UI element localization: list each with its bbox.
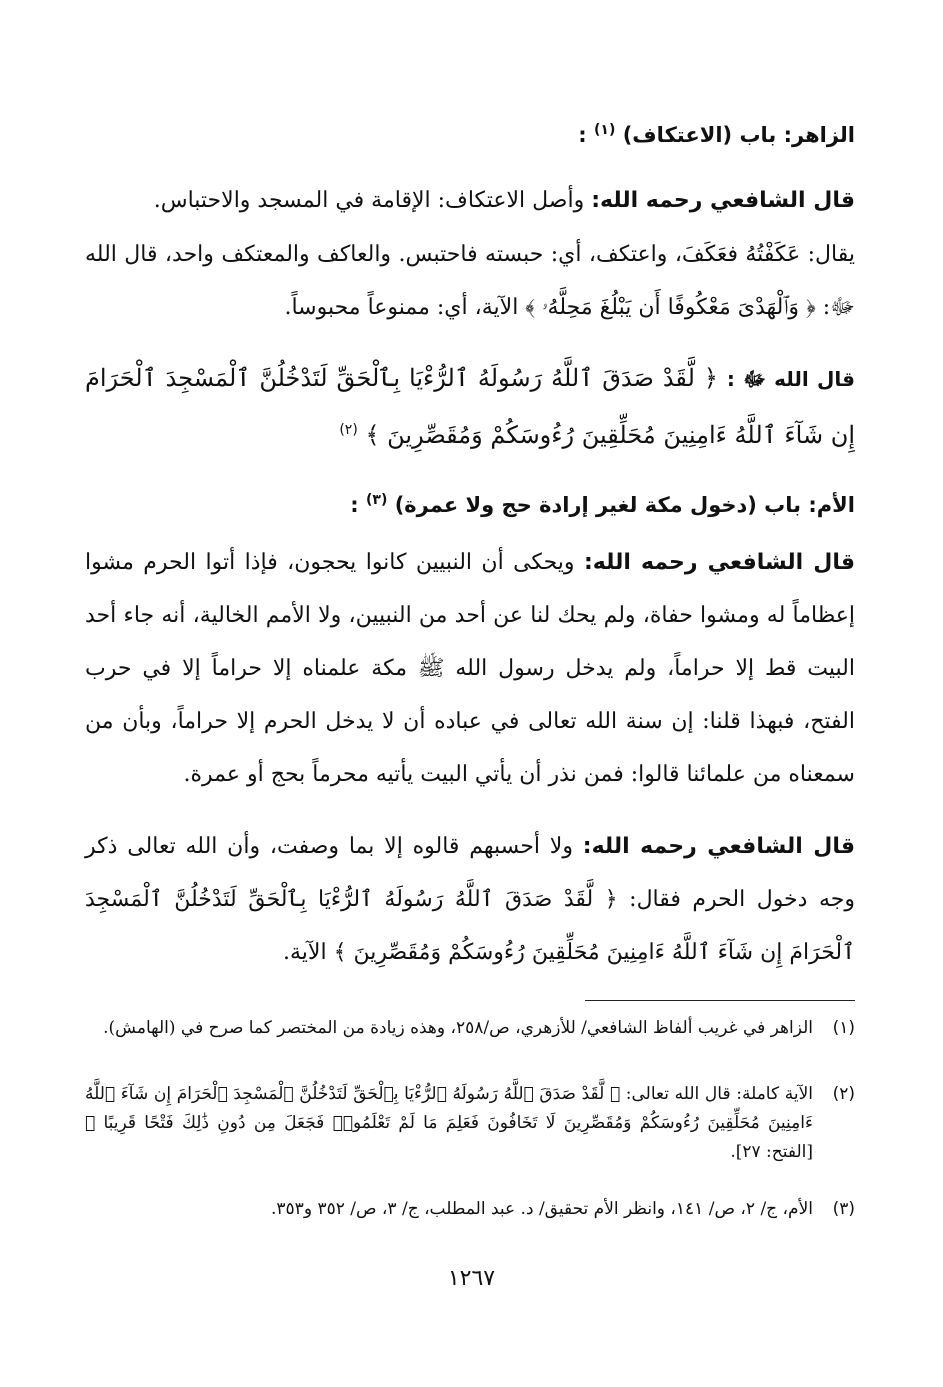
section-umm-heading-block [85,490,855,520]
paragraph: يقال: عَكَفْتُهُ فعَكَفَ، واعتكف، أي: حبسته فاحتبس. والعاكف والمعتكف واحد، قال الله ﷻ: ﴿ وَٱلْهَدْىَ مَعْكُوفًا أَن يَبْلُغَ مَحِلَّهُۥ ﴾ الآية، أي: ممنوعاً محبوساً. [85,242,855,320]
speaker-label: قال الشافعي رحمه الله: [583,550,855,575]
footnote-number: (١) [832,1018,855,1038]
page-number: ١٢٦٧ [447,1266,496,1291]
heading-text: الأم: باب (دخول مكة لغير إرادة حج ولا عمرة) [394,493,855,517]
footnote-ref: (٢) [339,422,358,438]
paragraph [85,536,855,801]
paragraph [85,820,855,979]
footnote-separator [585,1000,855,1001]
section-heading [85,490,855,520]
heading-colon: : [350,493,359,517]
section-zahir-heading-block [85,120,855,150]
heading-text: الزاهر: باب (الاعتكاف) [622,123,855,147]
footnote-ref: (١) [594,122,616,138]
verse-paragraph [85,350,855,463]
section-heading [85,120,855,150]
footnote-3 [85,1195,855,1224]
footnote-number: (٢) [832,1084,855,1104]
heading-colon: : [578,123,587,147]
speaker-label: قال الله ﷻ : [726,367,855,391]
paragraph-block [85,228,855,334]
footnote-text: الزاهر في غريب ألفاظ الشافعي/ للأزهري، ص/٢٥٨، وهذه زيادة من المختصر كما صرح في (الهامش). [103,1018,813,1038]
paragraph-text: وأصل الاعتكاف: الإقامة في المسجد والاحتباس. [153,188,585,213]
footnote-text: الآية كاملة: قال الله تعالى: ﴿ لَّقَدْ صَدَقَ ٱللَّهُ رَسُولَهُ ٱلرُّءْيَا بِٱلْحَقِّ لَتَدْخُلُنَّ ٱلْمَسْجِدَ ٱلْحَرَامَ إِن شَآءَ ٱللَّهُ ءَامِنِينَ مُحَلِّقِينَ رُءُوسَكُمْ وَمُقَصِّرِينَ لَا تَخَافُونَ فَعَلِمَ مَا لَمْ تَعْلَمُوا۟ فَجَعَلَ مِن دُونِ ذَٰلِكَ فَتْحًا قَرِيبًا ﴾ [الفتح: ٢٧]. [85,1084,813,1162]
paragraph-text: ولا أحسبهم قالوه إلا بما وصفت، وأن الله تعالى ذكر وجه دخول الحرم فقال: ﴿ لَّقَدْ صَدَقَ ٱللَّهُ رَسُولَهُ ٱلرُّءْيَا بِٱلْحَقِّ لَتَدْخُلُنَّ ٱلْمَسْجِدَ ٱلْحَرَامَ إِن شَآءَ ٱللَّهُ ءَامِنِينَ مُحَلِّقِينَ رُءُوسَكُمْ وَمُقَصِّرِينَ ﴾ الآية. [85,834,855,965]
footnote-1 [85,1014,855,1043]
paragraph-block [85,536,855,801]
paragraph-block [85,820,855,979]
speaker-label: قال الشافعي رحمه الله: [591,188,855,213]
footnote-ref: (٣) [366,492,388,508]
paragraph-text: ويحكى أن النبيين كانوا يحجون، فإذا أتوا الحرم مشوا إعظاماً له ومشوا حفاة، ولم يحك لنا عن أحد من النبيين، ولا الأمم الخالية، أنه جاء أحد البيت قط إلا حراماً، ولم يدخل رسول الله ﷺ مكة علمناه إلا حراماً إلا في حرب الفتح، فبهذا قلنا: إن سنة الله تعالى في عباده أن لا يدخل الحرم إلا حراماً، وبأن من سمعناه من علمائنا قالوا: فمن نذر أن يأتي البيت يأتيه محرماً بحج أو عمرة. [85,550,855,787]
paragraph [85,174,855,227]
quran-verse: ﴿ لَّقَدْ صَدَقَ ٱللَّهُ رَسُولَهُ ٱلرُّءْيَا بِٱلْحَقِّ لَتَدْخُلُنَّ ٱلْمَسْجِدَ ٱلْحَرَامَ إِن شَآءَ ٱللَّهُ ءَامِنِينَ مُحَلِّقِينَ رُءُوسَكُمْ وَمُقَصِّرِينَ ﴾ [85,364,855,449]
footnote-text: الأم، ج/ ٢، ص/ ١٤١، وانظر الأم تحقيق/ د. عبد المطلب، ج/ ٣، ص/ ٣٥٢ و٣٥٣. [271,1199,813,1219]
footnote-number: (٣) [832,1199,855,1219]
footnote-2 [85,1080,855,1167]
speaker-label: قال الشافعي رحمه الله: [582,834,856,859]
paragraph-block [85,174,855,227]
verse-block [85,350,855,463]
